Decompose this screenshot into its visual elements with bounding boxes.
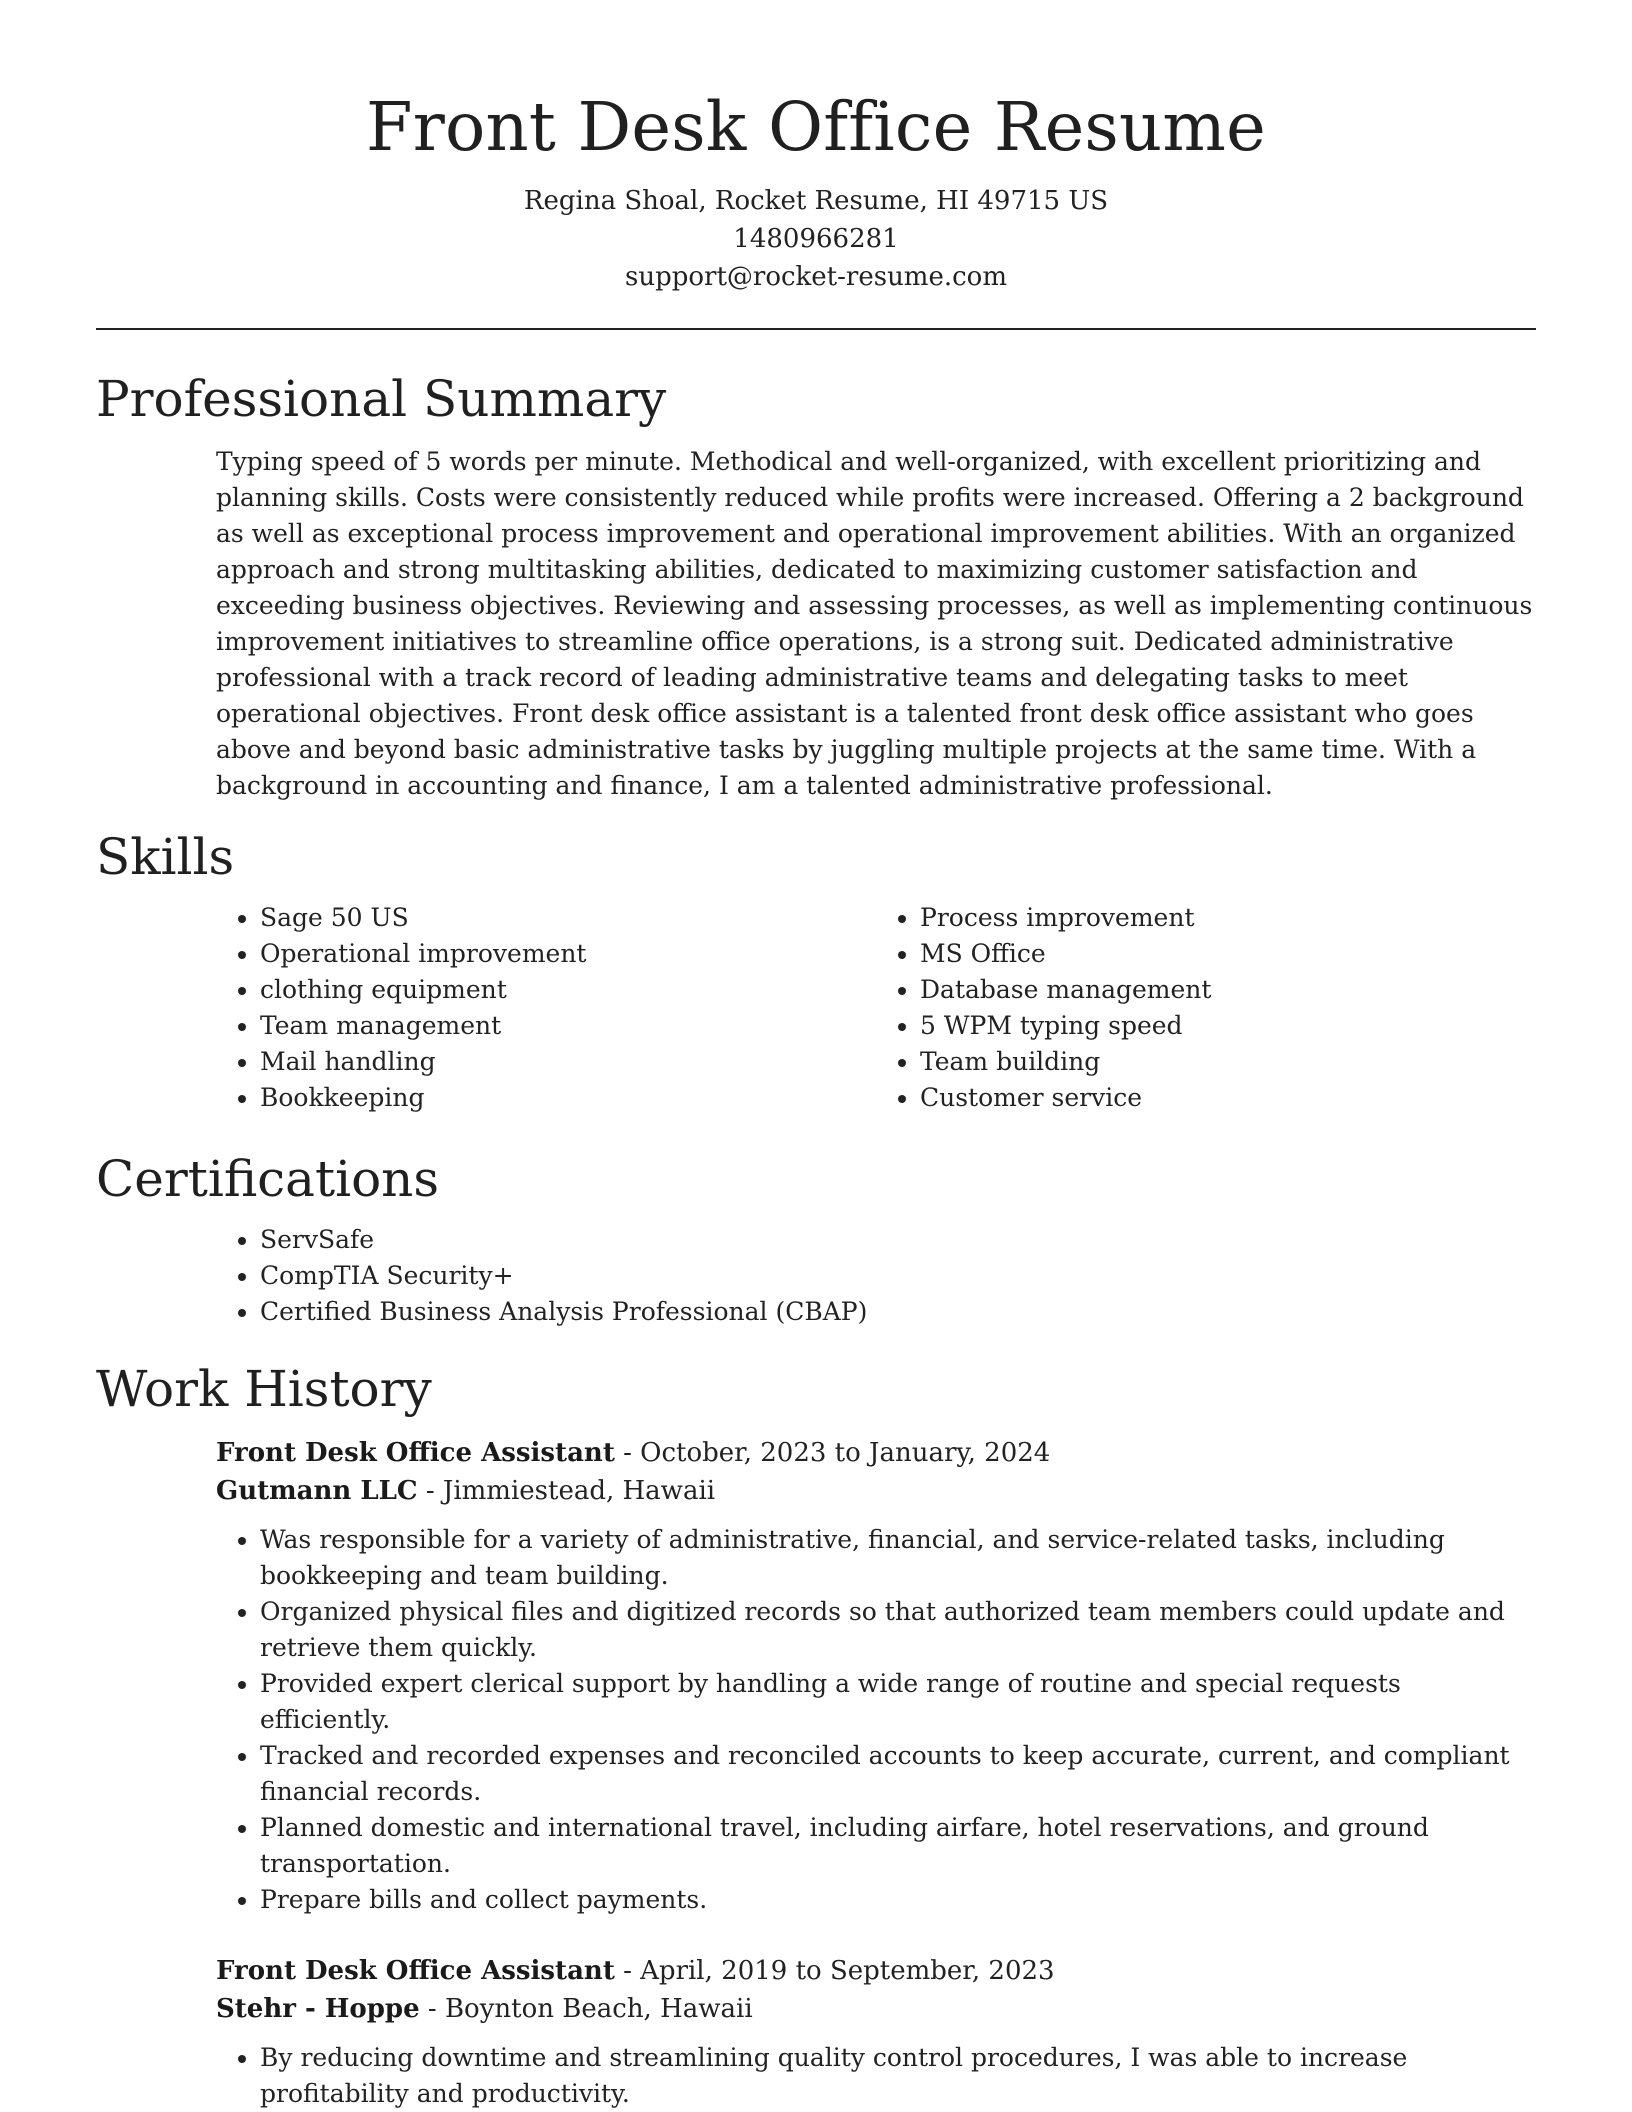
skill-item: • MS Office (920, 936, 1536, 972)
certification-item: • CompTIA Security+ (260, 1258, 1536, 1294)
summary-section (96, 368, 1536, 804)
contact-email: support@rocket-resume.com (624, 262, 1007, 292)
job-company-line (216, 1472, 1536, 1510)
skill-item: • Bookkeeping (260, 1080, 876, 1116)
certifications-list (216, 1222, 1536, 1330)
skill-item: • Sage 50 US (260, 900, 876, 936)
skill-item: • Team management (260, 1008, 876, 1044)
skill-item: • Customer service (920, 1080, 1536, 1116)
skills-list (216, 900, 1536, 1116)
job-bullet: • Provided expert clerical support by handling a wide range of routine and special requests efficiently. (260, 1666, 1536, 1738)
skill-item: • Mail handling (260, 1044, 876, 1080)
contact-phone: 1480966281 (733, 224, 899, 254)
skills-column-right (876, 900, 1536, 1116)
job-dates: - April, 2019 to September, 2023 (614, 1956, 1055, 1986)
skills-section (96, 826, 1536, 1116)
skill-item: • Process improvement (920, 900, 1536, 936)
job-dates: - October, 2023 to January, 2024 (614, 1438, 1051, 1468)
job-bullet: • Prepare bills and collect payments. (260, 1882, 1536, 1918)
job-company: Stehr - Hoppe (216, 1994, 420, 2024)
job-entry (216, 1952, 1536, 2112)
skill-item: • Operational improvement (260, 936, 876, 972)
certifications-section (96, 1148, 1536, 1330)
resume-title: Front Desk Office Resume (366, 88, 1266, 166)
summary-heading: Professional Summary (96, 370, 667, 428)
job-bullet: • Was responsible for a variety of administrative, financial, and service-related tasks, including bookkeeping and team building. (260, 1522, 1536, 1594)
contact-address: Regina Shoal, Rocket Resume, HI 49715 US (523, 186, 1109, 216)
certification-item: • ServSafe (260, 1222, 1536, 1258)
job-bullet: • Planned domestic and international travel, including airfare, hotel reservations, and ground transportation. (260, 1810, 1536, 1882)
job-title-line (216, 1952, 1536, 1990)
contact-block (96, 182, 1536, 296)
skill-item: • Team building (920, 1044, 1536, 1080)
skills-column-left (216, 900, 876, 1116)
work-history-heading: Work History (96, 1360, 432, 1418)
skill-item: • clothing equipment (260, 972, 876, 1008)
certification-item: • Certified Business Analysis Professional (CBAP) (260, 1294, 1536, 1330)
job-company: Gutmann LLC (216, 1476, 418, 1506)
job-bullet: • Organized physical files and digitized records so that authorized team members could update and retrieve them quickly. (260, 1594, 1536, 1666)
skill-item: • Database management (920, 972, 1536, 1008)
work-history-section (96, 1358, 1536, 2112)
job-bullets (216, 1522, 1536, 1918)
job-company-line (216, 1990, 1536, 2028)
job-bullets (216, 2040, 1536, 2112)
job-bullet: • Tracked and recorded expenses and reconciled accounts to keep accurate, current, and compliant financial records. (260, 1738, 1536, 1810)
summary-text: Typing speed of 5 words per minute. Methodical and well-organized, with excellent prioritizing and planning skills. Costs were consistently reduced while profits were increased. Offering a 2 background as well as exceptional process improvement and operational improvement abilities. With an organized approach and strong multitasking abilities, dedicated to maximizing customer satisfaction and exceeding business objectives. Reviewing and assessing processes, as well as implementing continuous improvement initiatives to streamline office operations, is a strong suit. Dedicated administrative professional with a track record of leading administrative teams and delegating tasks to meet operational objectives. Front desk office assistant is a talented front desk office assistant who goes above and beyond basic administrative tasks by juggling multiple projects at the same time. With a background in accounting and finance, I am a talented administrative professional. (216, 447, 1533, 800)
job-bullet: • By reducing downtime and streamlining quality control procedures, I was able to increase profitability and productivity. (260, 2040, 1536, 2112)
job-title-line (216, 1434, 1536, 1472)
certifications-heading: Certifications (96, 1150, 440, 1208)
skill-item: • 5 WPM typing speed (920, 1008, 1536, 1044)
job-entry (216, 1434, 1536, 1918)
job-location: - Jimmiestead, Hawaii (417, 1476, 716, 1506)
header-divider (96, 328, 1536, 330)
job-title: Front Desk Office Assistant (216, 1438, 615, 1468)
job-title: Front Desk Office Assistant (216, 1956, 615, 1986)
skills-heading: Skills (96, 828, 235, 886)
resume-page (96, 0, 1536, 2112)
job-location: - Boynton Beach, Hawaii (419, 1994, 753, 2024)
